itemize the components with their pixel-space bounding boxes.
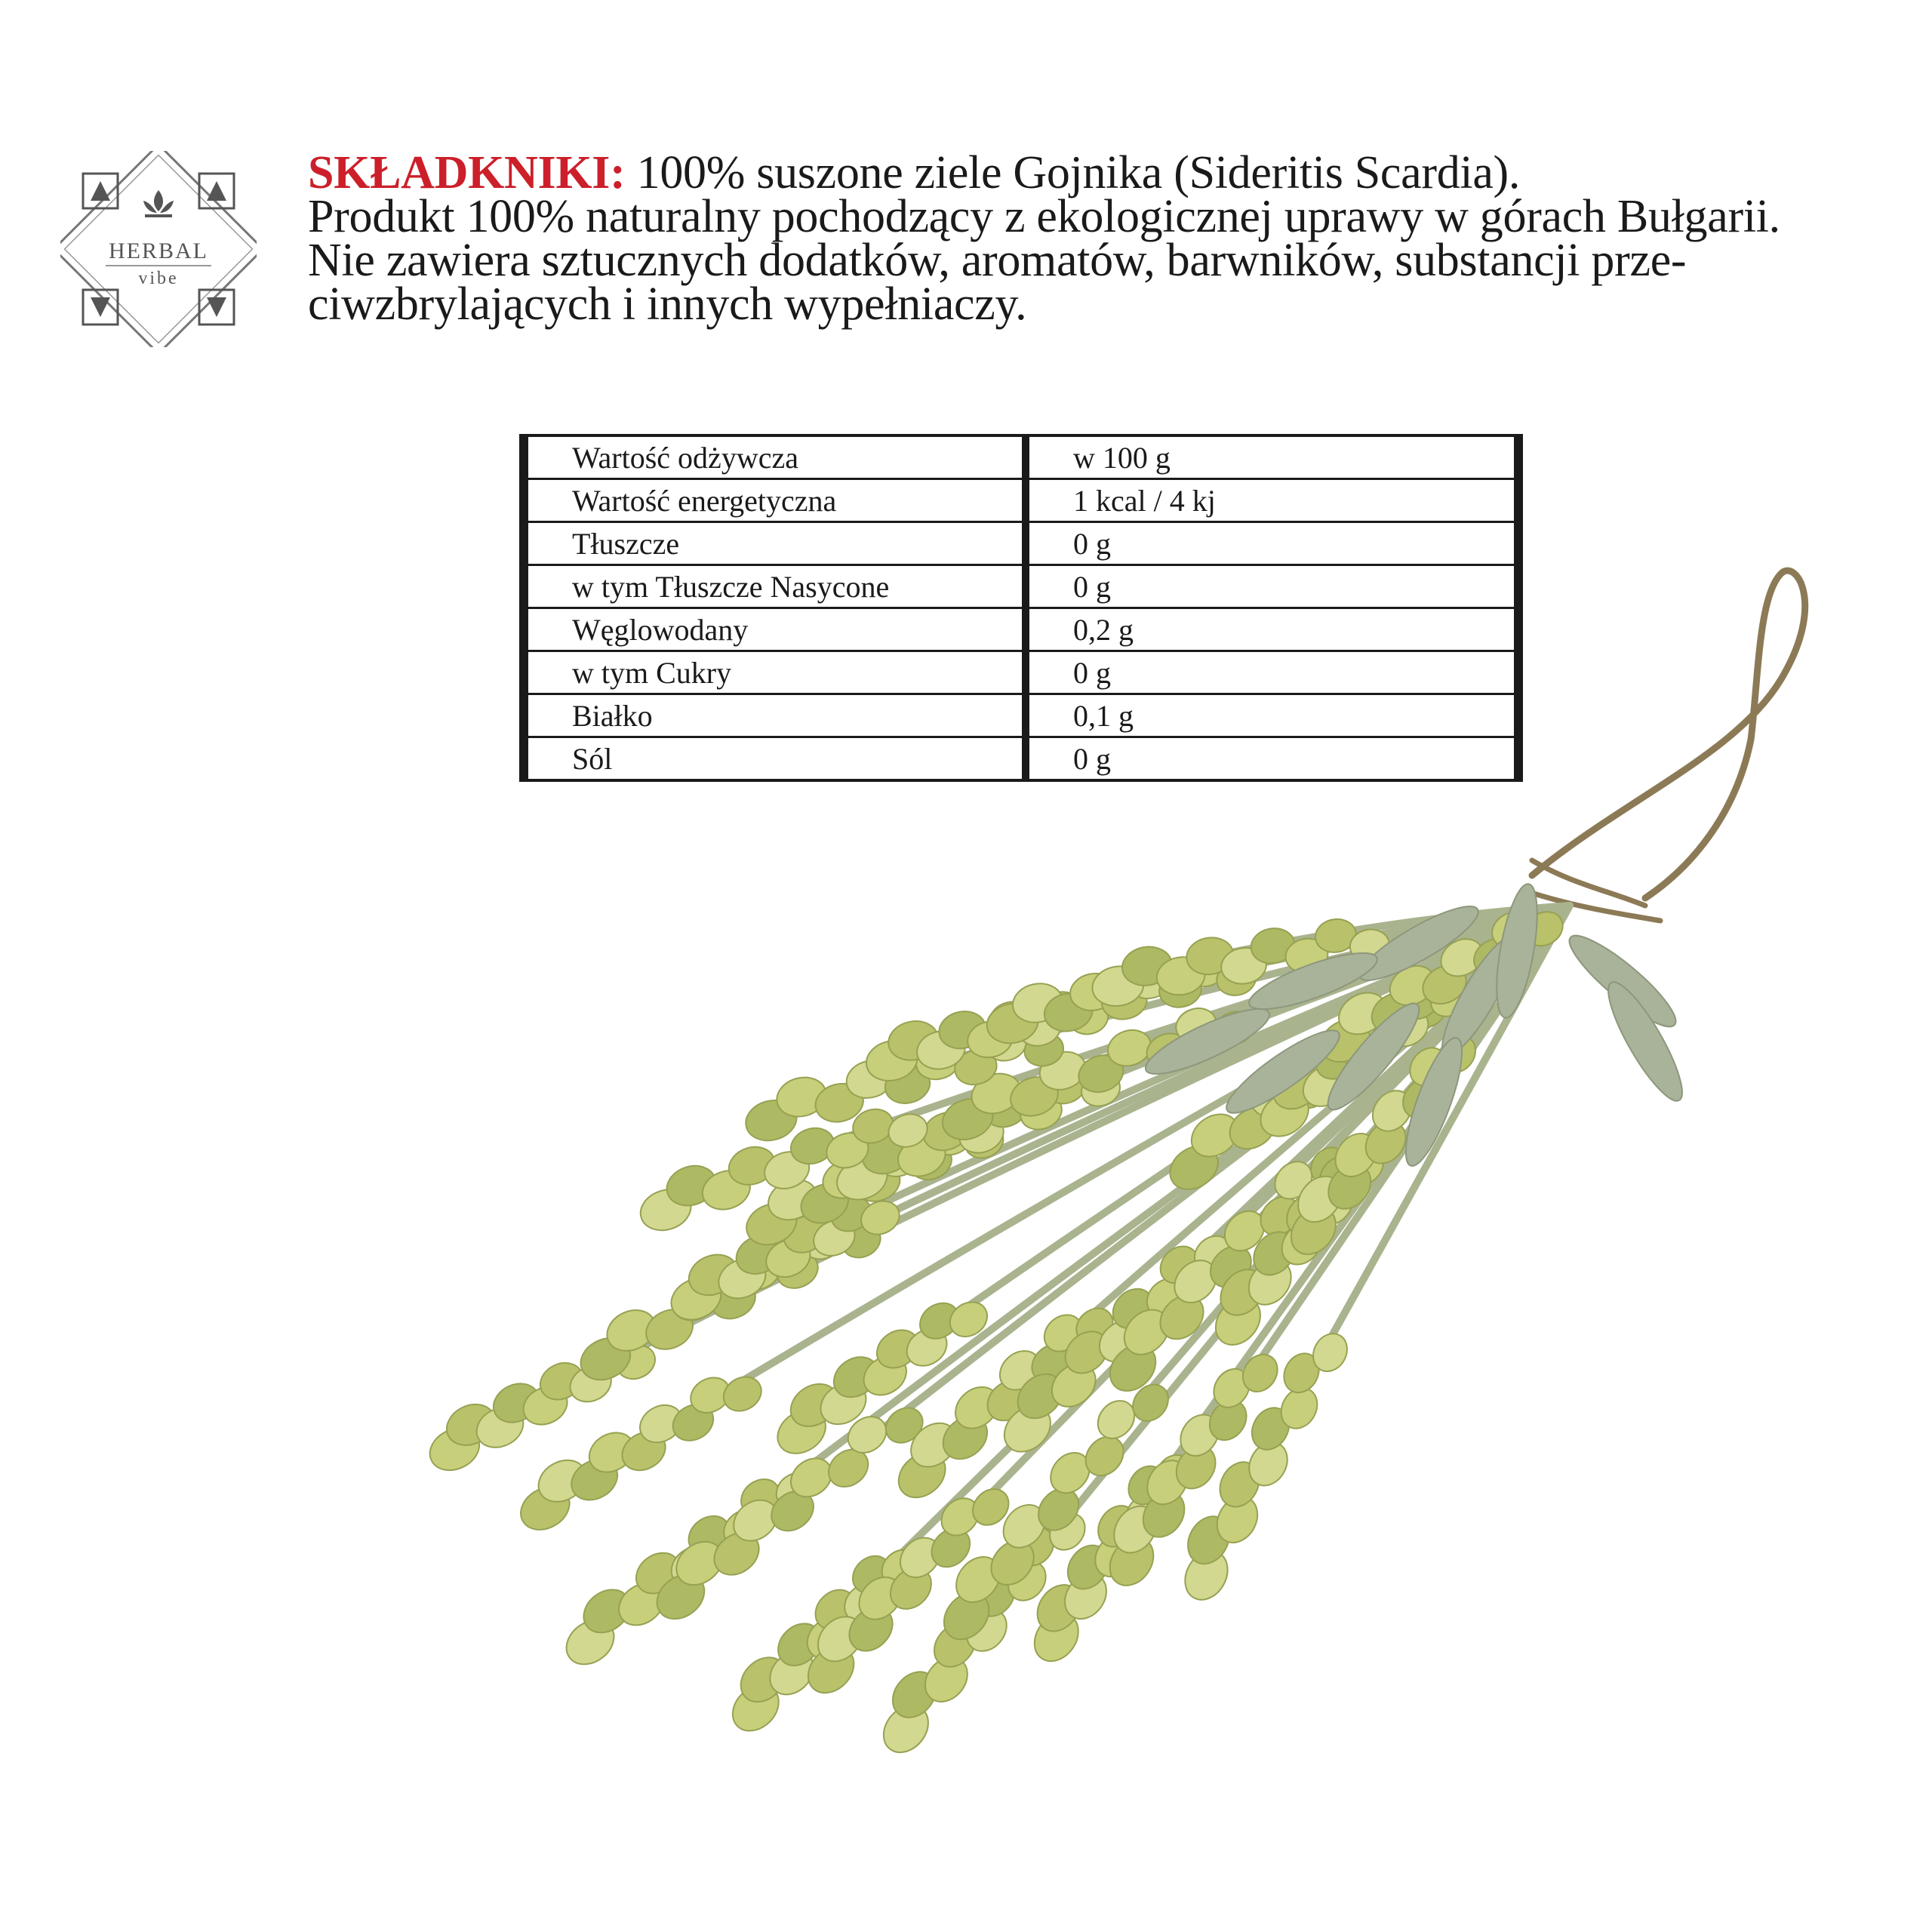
nutrient-value: 0,1 g [1026,694,1518,737]
nutrient-name: Sól [524,737,1026,781]
nutrient-name: w tym Cukry [524,651,1026,694]
nutrient-value: 0 g [1026,651,1518,694]
nutrient-name: Białko [524,694,1026,737]
nutrient-name: Wartość energetyczna [524,479,1026,522]
nutrient-name: Wartość odżywcza [524,435,1026,479]
logo-text-herbal: HERBAL [109,238,208,263]
ingredients-label: SKŁADKNIKI: [308,147,626,198]
ingredients-line-3: Nie zawiera sztucznych dodatków, aromatów, barwników, substancji prze- [308,235,1687,286]
ingredients-line-4: ciwzbrylających i innych wypełniaczy. [308,278,1027,330]
nutrient-value: 0,2 g [1026,608,1518,651]
nutrient-value: 1 kcal / 4 kj [1026,479,1518,522]
nutrient-value: w 100 g [1026,435,1518,479]
nutrient-value: 0 g [1026,522,1518,565]
nutrient-value: 0 g [1073,741,1111,776]
nutrient-name: Węglowodany [524,608,1026,651]
nutrient-value: 0 g [1026,565,1518,608]
ingredients-line-1: SKŁADKNIKI: 100% suszone ziele Gojnika (Sideritis Scardia). [308,147,1521,198]
logo-text-vibe: vibe [138,269,179,288]
ingredients-line-2: Produkt 100% naturalny pochodzący z ekologicznej uprawy w górach Bułgarii. [308,191,1780,242]
twine-loop [1524,571,1805,921]
nutrient-name: w tym Tłuszcze Nasycone [524,565,1026,608]
nutrient-name: Tłuszcze [524,522,1026,565]
